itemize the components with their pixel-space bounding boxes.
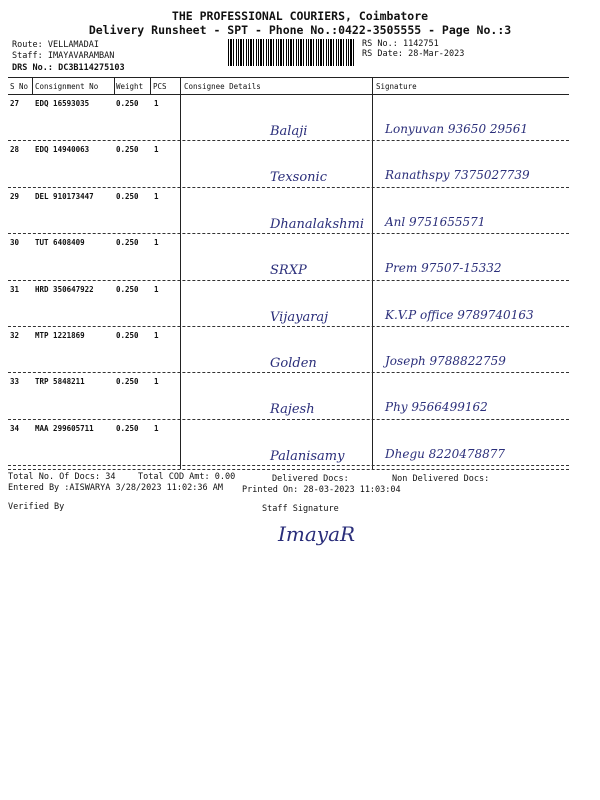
entered-by: Entered By :AISWARYA 3/28/2023 11:02:36 AM (8, 483, 223, 493)
rs-no-line (362, 39, 439, 49)
receiver-signature-handwriting: Lonyuvan 93650 29561 (385, 122, 529, 136)
receiver-signature-handwriting: Prem 97507-15332 (385, 261, 502, 276)
row-consignment-number: EDQ 16593035 (35, 99, 90, 108)
column-header: S No (10, 82, 29, 91)
row-weight: 0.250 (116, 423, 139, 433)
runsheet-subtitle: Delivery Runsheet - SPT - Phone No.:0422-3505555 - Page No.:3 (88, 23, 512, 37)
row-pieces: 1 (154, 377, 159, 387)
row-pieces: 1 (154, 423, 159, 433)
col-divider (114, 77, 115, 94)
col-divider (150, 77, 151, 94)
table-top-rule (8, 77, 569, 78)
staff-signature-handwriting: ImayaR (278, 522, 356, 546)
consignee-name-handwriting: Golden (270, 356, 317, 371)
consignee-name-handwriting: Dhanalakshmi (270, 216, 364, 232)
row-consignment-number: HRD 350647922 (35, 284, 94, 294)
row-separator (8, 233, 569, 234)
consignee-name-handwriting: Rajesh (270, 402, 315, 418)
row-separator (8, 372, 569, 373)
cod-value: 0.00 (214, 472, 236, 482)
column-header: Consignee Details (184, 82, 261, 91)
staff-signature-label: Staff Signature (262, 504, 339, 514)
row-weight: 0.250 (116, 238, 139, 248)
col-divider (32, 77, 33, 94)
row-weight: 0.250 (116, 377, 139, 387)
rs-date-line (362, 49, 464, 59)
row-consignment-number: TUT 6408409 (35, 238, 85, 248)
staff-line (12, 51, 114, 61)
table-header-rule (8, 94, 569, 95)
consignee-name-handwriting: Balaji (270, 124, 308, 139)
row-separator (8, 280, 569, 281)
route-value: VELLAMADAI (47, 40, 100, 50)
row-separator (8, 140, 569, 141)
receiver-signature-handwriting: Dhegu 8220478877 (385, 446, 506, 461)
row-pieces: 1 (154, 191, 159, 201)
rs-no-value: 1142751 (402, 39, 439, 49)
row-weight: 0.250 (116, 145, 139, 155)
consignee-name-handwriting: Vijayaraj (270, 309, 329, 325)
printed-on: Printed On: 28-03-2023 11:03:04 (242, 485, 401, 495)
consignee-name-handwriting: SRXP (270, 263, 307, 279)
footer-rule (8, 469, 569, 470)
row-serial-number: 31 (10, 284, 20, 294)
drs-label: DRS No.: (12, 63, 53, 73)
row-consignment-number: DEL 910173447 (35, 191, 94, 201)
row-serial-number: 30 (10, 238, 20, 248)
column-header: Consignment No (35, 82, 99, 91)
rs-date-value: 28-Mar-2023 (408, 49, 465, 59)
row-weight: 0.250 (116, 99, 139, 108)
consignee-name-handwriting: Texsonic (270, 170, 327, 186)
row-separator (8, 187, 569, 188)
row-pieces: 1 (154, 284, 159, 294)
company-title: THE PROFESSIONAL COURIERS, Coimbatore (171, 9, 429, 23)
total-docs (8, 472, 116, 482)
row-serial-number: 34 (10, 423, 20, 433)
receiver-signature-handwriting: Ranathspy 7375027739 (385, 168, 530, 183)
total-docs-label: Total No. Of Docs: (8, 472, 101, 482)
staff-label: Staff: (12, 51, 43, 61)
row-serial-number: 32 (10, 331, 20, 340)
column-header: PCS (153, 82, 167, 91)
row-serial-number: 28 (10, 145, 20, 155)
row-pieces: 1 (154, 99, 159, 108)
rs-date-label: RS Date: (362, 49, 403, 59)
barcode-image (228, 39, 356, 66)
row-consignment-number: MTP 1221869 (35, 331, 85, 340)
column-header: Signature (376, 82, 417, 91)
row-consignment-number: MAA 299605711 (35, 423, 94, 433)
receiver-signature-handwriting: K.V.P office 9789740163 (385, 307, 534, 322)
col-divider (372, 77, 373, 469)
drs-line (12, 63, 125, 73)
drs-value: DC3B114275103 (58, 63, 125, 73)
row-pieces: 1 (154, 145, 159, 155)
verified-by-label: Verified By (8, 502, 65, 512)
row-serial-number: 27 (10, 99, 20, 108)
cod-amount (138, 472, 235, 482)
col-divider (180, 77, 181, 469)
route-label: Route: (12, 40, 43, 50)
receiver-signature-handwriting: Joseph 9788822759 (385, 354, 506, 368)
consignee-name-handwriting: Palanisamy (270, 448, 345, 464)
row-consignment-number: EDQ 14940063 (35, 145, 90, 155)
row-separator (8, 465, 569, 466)
row-pieces: 1 (154, 331, 159, 340)
receiver-signature-handwriting: Phy 9566499162 (385, 400, 488, 415)
row-serial-number: 33 (10, 377, 20, 387)
column-header: Weight (116, 82, 144, 91)
route-line (12, 40, 99, 50)
row-pieces: 1 (154, 238, 159, 248)
row-weight: 0.250 (116, 284, 139, 294)
non-delivered-docs-label: Non Delivered Docs: (392, 474, 490, 484)
receiver-signature-handwriting: Anl 9751655571 (385, 214, 486, 229)
row-weight: 0.250 (116, 191, 139, 201)
rs-no-label: RS No.: (362, 39, 398, 49)
row-consignment-number: TRP 5848211 (35, 377, 85, 387)
delivered-docs-label: Delivered Docs: (272, 474, 349, 484)
row-weight: 0.250 (116, 331, 139, 340)
row-separator (8, 326, 569, 327)
cod-label: Total COD Amt: (138, 472, 210, 482)
total-docs-value: 34 (105, 472, 116, 482)
row-serial-number: 29 (10, 191, 20, 201)
row-separator (8, 419, 569, 420)
staff-value: IMAYAVARAMBAN (47, 51, 115, 61)
